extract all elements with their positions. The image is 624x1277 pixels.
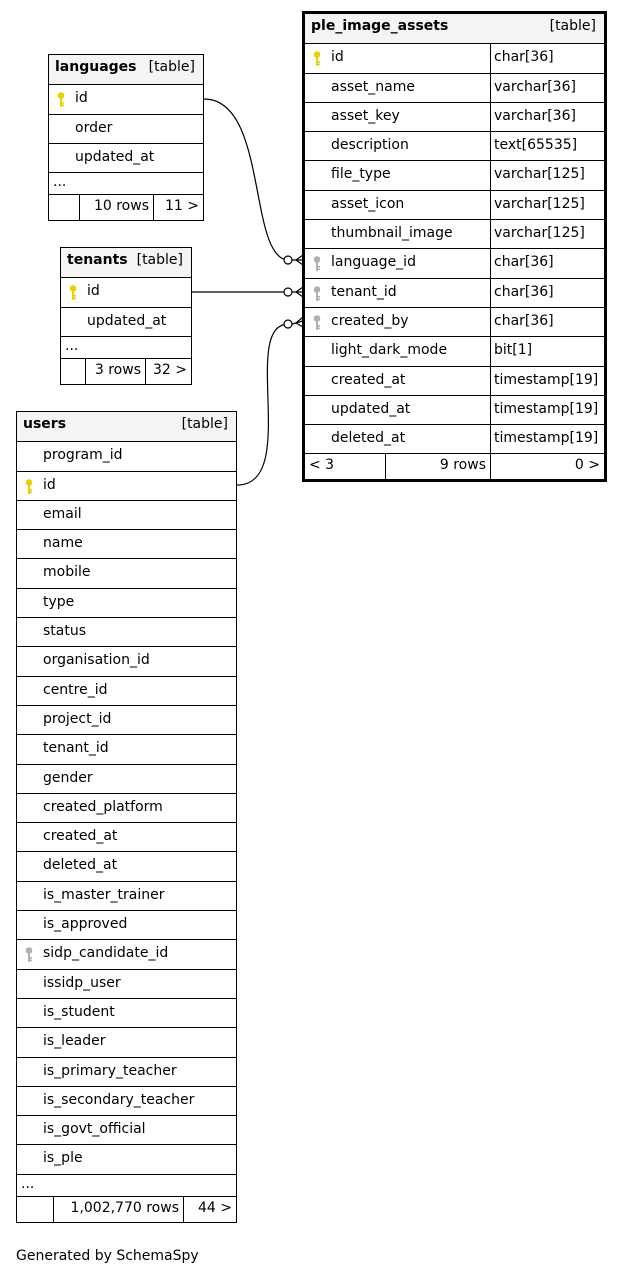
column-cell xyxy=(61,308,191,336)
column-row xyxy=(17,500,236,529)
column-type: varchar[125] xyxy=(494,166,585,183)
column-row xyxy=(17,998,236,1027)
column-cell xyxy=(305,249,490,277)
column-type: char[36] xyxy=(494,49,554,66)
row-count[interactable]: 10 rows xyxy=(93,198,149,215)
column-name[interactable]: is_leader xyxy=(43,1033,106,1050)
column-cell xyxy=(17,999,236,1027)
more-columns-ellipsis xyxy=(49,172,203,194)
crowfoot-created-by xyxy=(284,317,303,328)
table-footer xyxy=(49,194,203,220)
column-row xyxy=(49,143,203,172)
parents-count-cell xyxy=(17,1197,53,1222)
column-row xyxy=(305,43,604,72)
column-cell xyxy=(17,911,236,939)
primary-key-icon xyxy=(68,284,78,305)
column-name[interactable]: is_secondary_teacher xyxy=(43,1091,195,1108)
primary-key-icon xyxy=(312,50,322,71)
column-row xyxy=(305,190,604,219)
column-cell xyxy=(61,278,191,306)
column-type-cell xyxy=(490,191,604,219)
column-row xyxy=(17,617,236,646)
column-cell xyxy=(17,823,236,851)
column-cell xyxy=(305,103,490,131)
column-row xyxy=(17,471,236,500)
column-cell xyxy=(17,706,236,734)
column-name[interactable]: id xyxy=(87,283,100,300)
column-row xyxy=(305,395,604,424)
table-header xyxy=(305,14,604,43)
column-cell xyxy=(305,308,490,336)
column-row xyxy=(305,131,604,160)
column-name[interactable]: asset_icon xyxy=(331,195,405,212)
column-cell xyxy=(17,442,236,470)
column-cell xyxy=(17,852,236,880)
column-row xyxy=(17,734,236,763)
column-row xyxy=(17,558,236,587)
column-row xyxy=(305,336,604,365)
column-name[interactable]: is_student xyxy=(43,1003,115,1020)
column-type-cell xyxy=(490,367,604,395)
column-name[interactable]: program_id xyxy=(43,447,123,464)
column-name[interactable]: is_master_trainer xyxy=(43,886,165,903)
column-cell xyxy=(17,882,236,910)
children-link[interactable]: 44 > xyxy=(198,1199,232,1216)
column-row xyxy=(49,84,203,113)
column-row xyxy=(17,1086,236,1115)
table-header xyxy=(17,412,236,441)
column-cell xyxy=(17,618,236,646)
column-type-cell xyxy=(490,44,604,72)
column-name[interactable]: type xyxy=(43,593,75,610)
column-cell xyxy=(17,735,236,763)
table-type-label: [table] xyxy=(148,59,195,75)
children-link[interactable]: 11 > xyxy=(165,198,199,215)
column-row xyxy=(305,278,604,307)
parents-count-cell xyxy=(49,195,79,220)
table-footer xyxy=(17,1196,236,1222)
row-count[interactable]: 1,002,770 rows xyxy=(70,1199,179,1216)
parents-link[interactable]: < 3 xyxy=(309,457,335,474)
column-cell xyxy=(305,74,490,102)
edge-users-to-created-by xyxy=(237,324,288,485)
column-type-cell xyxy=(490,74,604,102)
column-row xyxy=(305,73,604,102)
column-row xyxy=(49,114,203,143)
table-languages xyxy=(48,54,204,221)
column-row xyxy=(17,910,236,939)
column-name[interactable]: updated_at xyxy=(75,148,155,165)
column-type-cell xyxy=(490,249,604,277)
row-count-cell xyxy=(53,1197,183,1222)
generated-by-label: Generated by SchemaSpy xyxy=(16,1248,199,1264)
children-link-cell xyxy=(183,1197,236,1222)
column-type: bit[1] xyxy=(494,342,533,359)
column-type-cell xyxy=(490,220,604,248)
table-name[interactable]: users xyxy=(23,416,67,432)
row-count[interactable]: 9 rows xyxy=(439,457,486,474)
column-cell xyxy=(49,85,203,113)
column-type-cell xyxy=(490,308,604,336)
column-name[interactable]: email xyxy=(43,505,82,522)
crowfoot-tenant-id xyxy=(284,287,303,297)
table-footer xyxy=(305,453,604,479)
column-type: text[65535] xyxy=(494,137,578,154)
column-type: varchar[125] xyxy=(494,225,585,242)
column-type: timestamp[19] xyxy=(494,430,599,447)
column-row xyxy=(17,646,236,675)
parents-link-cell xyxy=(305,454,385,479)
column-name[interactable]: updated_at xyxy=(331,400,411,417)
column-name[interactable]: created_by xyxy=(331,312,409,329)
column-name[interactable]: status xyxy=(43,623,87,640)
column-row xyxy=(17,441,236,470)
foreign-key-icon xyxy=(312,285,322,306)
column-name[interactable]: organisation_id xyxy=(43,652,150,669)
column-name[interactable]: created_at xyxy=(331,371,406,388)
column-row xyxy=(61,277,191,306)
children-link-cell xyxy=(490,454,604,479)
column-cell xyxy=(305,279,490,307)
column-name[interactable]: created_at xyxy=(43,828,118,845)
column-row xyxy=(17,529,236,558)
column-name[interactable]: id xyxy=(75,90,88,107)
children-link-cell xyxy=(153,195,203,220)
column-row xyxy=(305,424,604,453)
column-type-cell xyxy=(490,132,604,160)
column-row xyxy=(17,851,236,880)
children-link[interactable]: 32 > xyxy=(153,361,187,378)
column-name[interactable]: thumbnail_image xyxy=(331,225,453,242)
column-name[interactable]: order xyxy=(75,119,113,136)
column-row xyxy=(17,1057,236,1086)
column-name[interactable]: mobile xyxy=(43,564,91,581)
column-row xyxy=(17,969,236,998)
column-name[interactable]: is_ple xyxy=(43,1150,83,1167)
column-cell xyxy=(17,970,236,998)
column-cell xyxy=(305,396,490,424)
column-row xyxy=(17,822,236,851)
column-row xyxy=(17,588,236,617)
column-name[interactable]: project_id xyxy=(43,710,112,727)
more-columns-ellipsis xyxy=(61,336,191,358)
table-header xyxy=(49,55,203,84)
column-name[interactable]: is_approved xyxy=(43,916,128,933)
column-row xyxy=(61,307,191,336)
column-name[interactable]: gender xyxy=(43,769,93,786)
column-row xyxy=(17,793,236,822)
table-name[interactable]: ple_image_assets xyxy=(311,18,449,34)
column-name[interactable]: deleted_at xyxy=(331,430,406,447)
foreign-key-icon xyxy=(24,946,34,967)
column-row xyxy=(17,939,236,968)
primary-key-icon xyxy=(56,91,66,112)
column-cell xyxy=(17,1087,236,1115)
column-cell xyxy=(17,559,236,587)
column-row xyxy=(305,160,604,189)
primary-key-icon xyxy=(24,478,34,499)
column-type: varchar[125] xyxy=(494,195,585,212)
column-cell xyxy=(17,677,236,705)
column-name[interactable]: is_govt_official xyxy=(43,1121,146,1138)
row-count-cell xyxy=(385,454,490,479)
column-cell xyxy=(17,1058,236,1086)
column-type: varchar[36] xyxy=(494,107,576,124)
column-name[interactable]: issidp_user xyxy=(43,974,121,991)
column-cell xyxy=(17,647,236,675)
column-name[interactable]: file_type xyxy=(331,166,391,183)
column-row xyxy=(17,881,236,910)
column-cell xyxy=(49,115,203,143)
column-type-cell xyxy=(490,103,604,131)
column-cell xyxy=(17,794,236,822)
column-cell xyxy=(17,1116,236,1144)
column-type-cell xyxy=(490,396,604,424)
column-cell xyxy=(305,220,490,248)
column-name[interactable]: updated_at xyxy=(87,312,167,329)
table-type-label: [table] xyxy=(181,416,228,432)
column-row xyxy=(305,366,604,395)
column-row xyxy=(17,1027,236,1056)
column-name[interactable]: description xyxy=(331,137,409,154)
column-cell xyxy=(17,472,236,500)
column-row xyxy=(17,764,236,793)
column-name[interactable]: deleted_at xyxy=(43,857,118,874)
column-cell xyxy=(305,367,490,395)
column-cell xyxy=(17,1028,236,1056)
table-footer xyxy=(61,358,191,384)
column-type: varchar[36] xyxy=(494,78,576,95)
table-tenants xyxy=(60,247,192,385)
column-cell xyxy=(17,589,236,617)
column-name[interactable]: sidp_candidate_id xyxy=(43,945,169,962)
ellipsis-text: ... xyxy=(21,1175,35,1192)
column-row xyxy=(17,1115,236,1144)
table-users xyxy=(16,411,237,1223)
column-type-cell xyxy=(490,161,604,189)
column-row xyxy=(17,676,236,705)
column-row xyxy=(305,248,604,277)
crowfoot-language-id xyxy=(284,255,303,265)
table-type-label: [table] xyxy=(549,18,596,34)
table-name[interactable]: languages xyxy=(55,59,137,75)
column-cell xyxy=(49,144,203,172)
table-type-label: [table] xyxy=(136,252,183,268)
column-type: char[36] xyxy=(494,254,554,271)
table-ple-image-assets xyxy=(302,11,607,482)
column-name[interactable]: language_id xyxy=(331,254,416,271)
children-link[interactable]: 0 > xyxy=(574,457,600,474)
children-link-cell xyxy=(145,359,191,384)
column-row xyxy=(17,1144,236,1173)
column-name[interactable]: tenant_id xyxy=(331,283,397,300)
column-cell xyxy=(17,501,236,529)
edge-languages-to-language-id xyxy=(204,99,288,260)
column-name[interactable]: centre_id xyxy=(43,681,108,698)
column-type-cell xyxy=(490,425,604,453)
column-name[interactable]: name xyxy=(43,535,83,552)
column-cell xyxy=(305,191,490,219)
column-cell xyxy=(305,132,490,160)
foreign-key-icon xyxy=(312,255,322,276)
column-cell xyxy=(305,337,490,365)
column-type: timestamp[19] xyxy=(494,371,599,388)
row-count-cell xyxy=(79,195,153,220)
column-row xyxy=(17,705,236,734)
column-cell xyxy=(305,161,490,189)
column-type-cell xyxy=(490,279,604,307)
ellipsis-text: ... xyxy=(65,337,79,354)
foreign-key-icon xyxy=(312,314,322,335)
column-name[interactable]: id xyxy=(43,476,56,493)
column-cell xyxy=(305,44,490,72)
column-name[interactable]: asset_name xyxy=(331,78,415,95)
row-count[interactable]: 3 rows xyxy=(94,361,141,378)
column-type: timestamp[19] xyxy=(494,400,599,417)
column-cell xyxy=(17,765,236,793)
column-row xyxy=(305,102,604,131)
column-name[interactable]: tenant_id xyxy=(43,740,109,757)
row-count-cell xyxy=(85,359,145,384)
column-name[interactable]: light_dark_mode xyxy=(331,342,448,359)
column-row xyxy=(305,307,604,336)
parents-count-cell xyxy=(61,359,85,384)
column-type: char[36] xyxy=(494,283,554,300)
column-cell xyxy=(17,530,236,558)
column-cell xyxy=(17,940,236,968)
column-row xyxy=(305,219,604,248)
table-name[interactable]: tenants xyxy=(67,252,128,268)
column-name[interactable]: created_platform xyxy=(43,798,163,815)
column-name[interactable]: is_primary_teacher xyxy=(43,1062,177,1079)
more-columns-ellipsis xyxy=(17,1174,236,1196)
column-cell xyxy=(305,425,490,453)
column-type: char[36] xyxy=(494,312,554,329)
ellipsis-text: ... xyxy=(53,174,67,191)
column-type-cell xyxy=(490,337,604,365)
column-name[interactable]: id xyxy=(331,49,344,66)
column-name[interactable]: asset_key xyxy=(331,107,400,124)
table-header xyxy=(61,248,191,277)
column-cell xyxy=(17,1145,236,1173)
